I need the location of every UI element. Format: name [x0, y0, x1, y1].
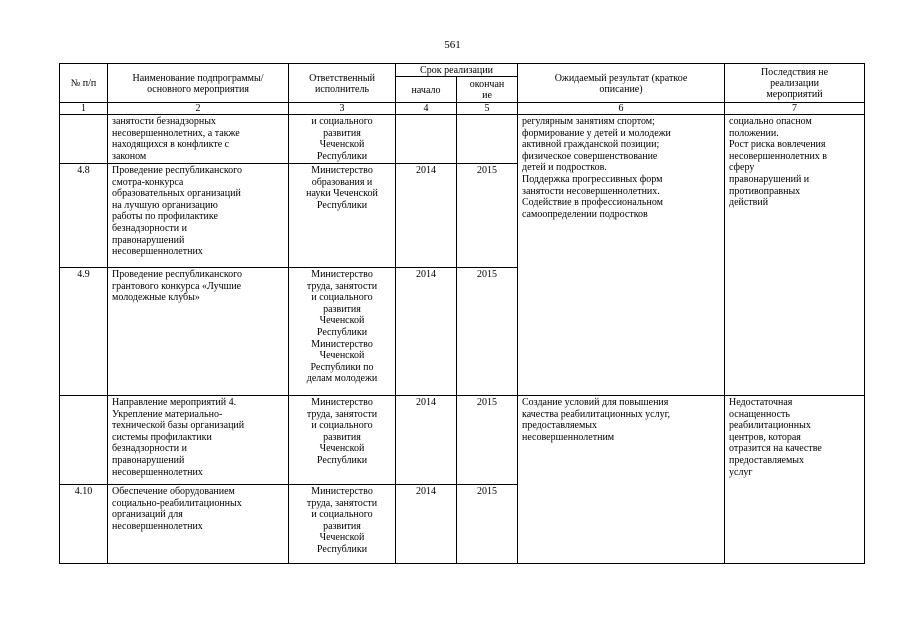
row-number: 4.8: [60, 164, 108, 268]
header-period: Срок реализации: [396, 64, 518, 77]
row-name: Обеспечение оборудованием социально-реабилитационных организаций для несовершеннолетних: [108, 485, 289, 564]
row-start: 2014: [396, 164, 457, 268]
page-number: 561: [444, 39, 461, 51]
row-end: 2015: [457, 396, 518, 485]
row-end: 2015: [457, 485, 518, 564]
row-start: 2014: [396, 485, 457, 564]
row-number: 4.10: [60, 485, 108, 564]
column-number-1: 1: [60, 103, 108, 115]
header-start: начало: [396, 77, 457, 103]
column-number-6: 6: [518, 103, 725, 115]
row-end: [457, 115, 518, 164]
row-start: 2014: [396, 268, 457, 396]
header-end: окончан ие: [457, 77, 518, 103]
expected-result-group-2: Создание условий для повышения качества реабилитационных услуг, предоставляемых несовершеннолетним: [518, 396, 725, 564]
row-name: Проведение республиканского смотра-конкурса образовательных организаций на лучшую организацию работы по профилактике безнадзорности и правонарушений несовершеннолетних: [108, 164, 289, 268]
header-consequences: Последствия не реализации мероприятий: [725, 64, 865, 103]
row-start: [396, 115, 457, 164]
row-end: 2015: [457, 268, 518, 396]
consequences-group-2: Недостаточная оснащенность реабилитационных центров, которая отразится на качестве предоставляемых услуг: [725, 396, 865, 564]
row-end: 2015: [457, 164, 518, 268]
column-number-2: 2: [108, 103, 289, 115]
header-executor: Ответственный исполнитель: [289, 64, 396, 103]
header-number: № п/п: [60, 64, 108, 103]
row-name: занятости безнадзорных несовершеннолетних, а также находящихся в конфликте с законом: [108, 115, 289, 164]
row-executor: Министерство образования и науки Чеченской Республики: [289, 164, 396, 268]
row-name: Проведение республиканского грантового конкурса «Лучшие молодежные клубы»: [108, 268, 289, 396]
row-executor: Министерство труда, занятости и социального развития Чеченской Республики: [289, 485, 396, 564]
row-executor: Министерство труда, занятости и социального развития Чеченской Республики: [289, 396, 396, 485]
row-name: Направление мероприятий 4. Укрепление материально- технической базы организаций системы профилактики безнадзорности и правонарушений несовершеннолетних: [108, 396, 289, 485]
column-number-3: 3: [289, 103, 396, 115]
row-start: 2014: [396, 396, 457, 485]
row-number: [60, 115, 108, 164]
consequences-group-1: социально опасном положении. Рост риска вовлечения несовершеннолетних в сферу правонарушений и противоправных действий: [725, 115, 865, 396]
row-number: [60, 396, 108, 485]
row-executor: Министерство труда, занятости и социального развития Чеченской Республики Министерство Чеченской Республики по делам молодежи: [289, 268, 396, 396]
header-name: Наименование подпрограммы/ основного мероприятия: [108, 64, 289, 103]
column-number-4: 4: [396, 103, 457, 115]
expected-result-group-1: регулярным занятиям спортом; формирование у детей и молодежи активной гражданской позиции; физическое совершенствование детей и подростков. Поддержка прогрессивных форм занятости несовершеннолетних. Содействие в профессиональном самоопределении подростков: [518, 115, 725, 396]
program-activities-table: [59, 63, 865, 564]
header-result: Ожидаемый результат (краткое описание): [518, 64, 725, 103]
row-number: 4.9: [60, 268, 108, 396]
column-number-7: 7: [725, 103, 865, 115]
row-executor: и социального развития Чеченской Республики: [289, 115, 396, 164]
column-number-5: 5: [457, 103, 518, 115]
